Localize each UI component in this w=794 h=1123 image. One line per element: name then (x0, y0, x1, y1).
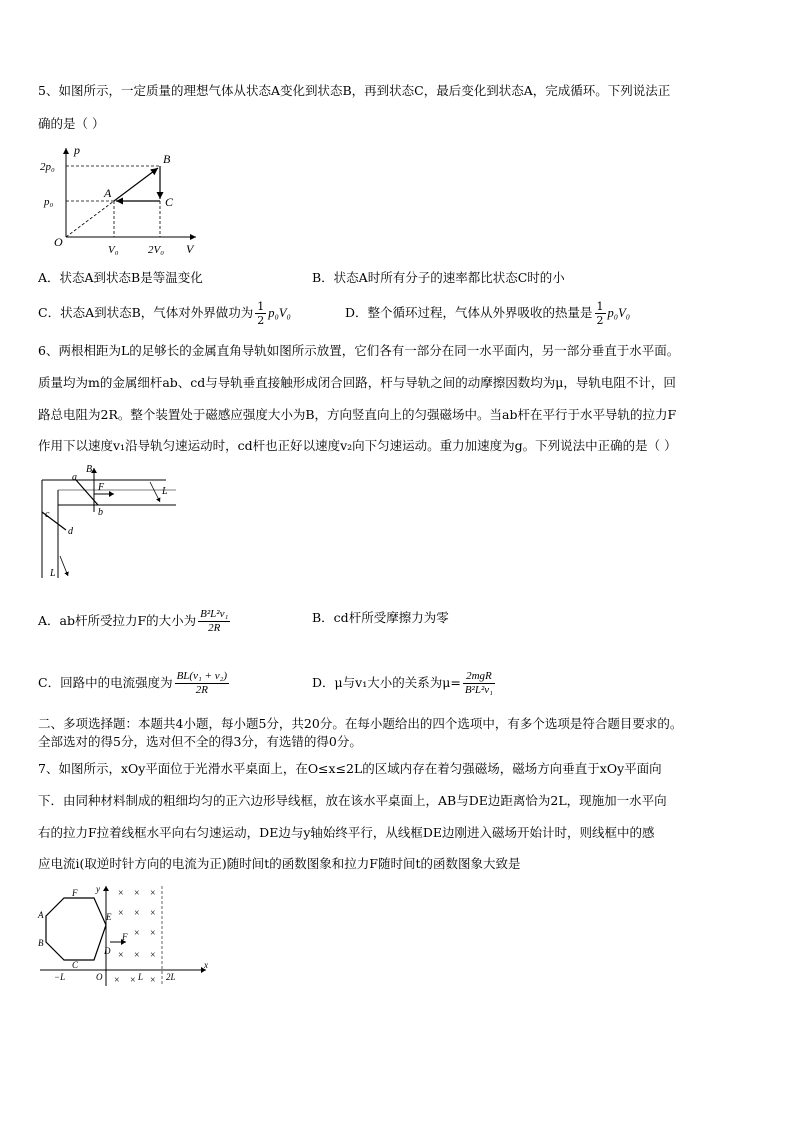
svg-text:×: × (118, 908, 124, 919)
q6-line2: 质量均为m的金属细杆ab、cd与导轨垂直接触形成闭合回路，杆与导轨之间的动摩擦因数均为μ，导轨电阻不计，回 (38, 375, 676, 390)
path-a-to-b (114, 168, 158, 201)
q6-option-b: B．cd杆所受摩擦力为零 (312, 610, 449, 625)
svg-text:×: × (134, 888, 140, 899)
q5-option-c (38, 300, 291, 327)
label-o: O (96, 972, 103, 982)
q5-option-a: A．状态A到状态B是等温变化 (38, 270, 203, 285)
tick-2v0: 2V₀ (148, 244, 165, 256)
q6-rail-diagram (36, 460, 180, 584)
point-c-label: C (165, 195, 174, 209)
tick-l: L (138, 972, 144, 982)
label-a: A (38, 910, 44, 920)
point-b-label: B (163, 152, 171, 166)
svg-text:×: × (150, 908, 156, 919)
q6-option-c (38, 670, 231, 697)
q6-option-a (38, 608, 232, 635)
label-y: y (96, 884, 100, 894)
origin-label: O (54, 235, 63, 249)
q5-stem-line1: 5、如图所示，一定质量的理想气体从状态A变化到状态B，再到状态C，最后变化到状态A，完成循环。下列说法正 (38, 83, 671, 98)
svg-text:×: × (118, 950, 124, 961)
label-b: B (86, 464, 93, 475)
q5-stem-line2: 确的是（ ） (38, 116, 105, 131)
label-force: F (122, 932, 128, 942)
svg-text:×: × (134, 908, 140, 919)
q6-option-d (312, 670, 497, 697)
label-d: d (68, 526, 73, 537)
q5-option-c-text: C．状态A到状态B，气体对外界做功为 (38, 305, 254, 320)
q6-option-a-text: A．ab杆所受拉力F的大小为 (38, 613, 197, 628)
q5-option-c-fraction: $\frac{1}{2}$ (257, 300, 265, 327)
tick-p0: p₀ (44, 196, 54, 208)
svg-text:×: × (118, 888, 124, 899)
q7-line2: 下．由同种材料制成的粗细均匀的正六边形导线框，放在该水平桌面上，AB与DE边距离恰为2L，现施加一水平向 (38, 793, 667, 808)
label-bb: b (98, 507, 103, 518)
q6-option-d-fraction: $\frac{\text{2mgR}}{\text{B²L²v₁}}$ (464, 670, 493, 696)
q7-hexagon-diagram (34, 882, 214, 992)
q7-line4: 应电流i(取逆时针方向的电流为正)随时间t的函数图象和拉力F随时间t的函数图象大致是 (38, 856, 521, 871)
label-c: C (72, 960, 79, 970)
label-f-vertex: F (72, 888, 78, 898)
q6-line3: 路总电阻为2R。整个装置处于磁感应强度大小为B，方向竖直向上的匀强磁场中。当ab杆在平行于水平导轨的拉力F (38, 407, 677, 422)
label-e: E (106, 912, 112, 922)
q6-option-a-fraction: $\frac{\text{B²L²v₁}}{2R}$ (200, 608, 229, 634)
q7-line3: 右的拉力F拉着线框水平向右匀速运动，DE边与y轴始终平行，从线框DE边刚进入磁场开始计时，则线框中的感 (38, 825, 655, 840)
label-f: F (98, 482, 105, 493)
label-l1: L (162, 486, 168, 497)
svg-text:×: × (134, 928, 140, 939)
q5-option-d-fraction: $\frac{1}{2}$ (596, 300, 604, 327)
label-b: B (38, 938, 44, 948)
q6-option-d-text: D．μ与v₁大小的关系为μ= (312, 675, 461, 690)
v-axis-label: V (186, 242, 194, 256)
tick-2l: 2L (166, 972, 176, 982)
q5-pv-diagram (36, 142, 206, 260)
svg-text:×: × (130, 975, 136, 986)
svg-text:×: × (150, 888, 156, 899)
section2-line1: 二、多项选择题：本题共4小题，每小题5分，共20分。在每小题给出的四个选项中，有多个选项是符合题目要求的。 (38, 716, 683, 731)
field-crosses (114, 888, 156, 986)
svg-text:×: × (150, 950, 156, 961)
label-c: c (45, 509, 50, 520)
q7-line1: 7、如图所示，xOy平面位于光滑水平桌面上，在O≤x≤2L的区域内存在着匀强磁场，磁场方向垂直于xOy平面向 (38, 761, 662, 776)
tick-v0: V₀ (108, 244, 119, 256)
label-a: a (72, 472, 77, 483)
p-axis-label: p (74, 143, 80, 157)
q5-option-d (345, 300, 630, 327)
section2-line2: 全部选对的得5分，选对但不全的得3分，有选错的得0分。 (38, 734, 362, 749)
q5-option-c-tail: p₀V₀ (268, 306, 291, 320)
tick-2p0: 2p₀ (40, 161, 55, 173)
q5-option-d-text: D．整个循环过程，气体从外界吸收的热量是 (345, 305, 593, 320)
q6-option-c-text: C．回路中的电流强度为 (38, 675, 173, 690)
label-x: x (204, 960, 208, 970)
label-l2: L (50, 568, 56, 579)
hexagon-loop (46, 898, 106, 960)
q6-option-c-fraction: $\frac{\text{BL(v₁ + v₂)}}{2R}$ (176, 670, 228, 696)
point-a-label: A (104, 186, 112, 200)
svg-text:×: × (114, 975, 120, 986)
label-d: D (104, 946, 111, 956)
svg-text:×: × (150, 975, 156, 986)
svg-text:×: × (134, 950, 140, 961)
q6-line1: 6、两根相距为L的足够长的金属直角导轨如图所示放置，它们各有一部分在同一水平面内，另一部分垂直于水平面。 (38, 343, 680, 358)
q5-option-b: B．状态A时所有分子的速率都比状态C时的小 (312, 270, 565, 285)
rod-ab (76, 480, 98, 505)
q5-option-d-tail: p₀V₀ (607, 306, 631, 320)
svg-text:×: × (150, 928, 156, 939)
q6-line4: 作用下以速度v₁沿导轨匀速运动时，cd杆也正好以速度v₂向下匀速运动。重力加速度为g。下列说法中正确的是（ ） (38, 438, 677, 453)
tick-neg-l: −L (54, 972, 66, 982)
